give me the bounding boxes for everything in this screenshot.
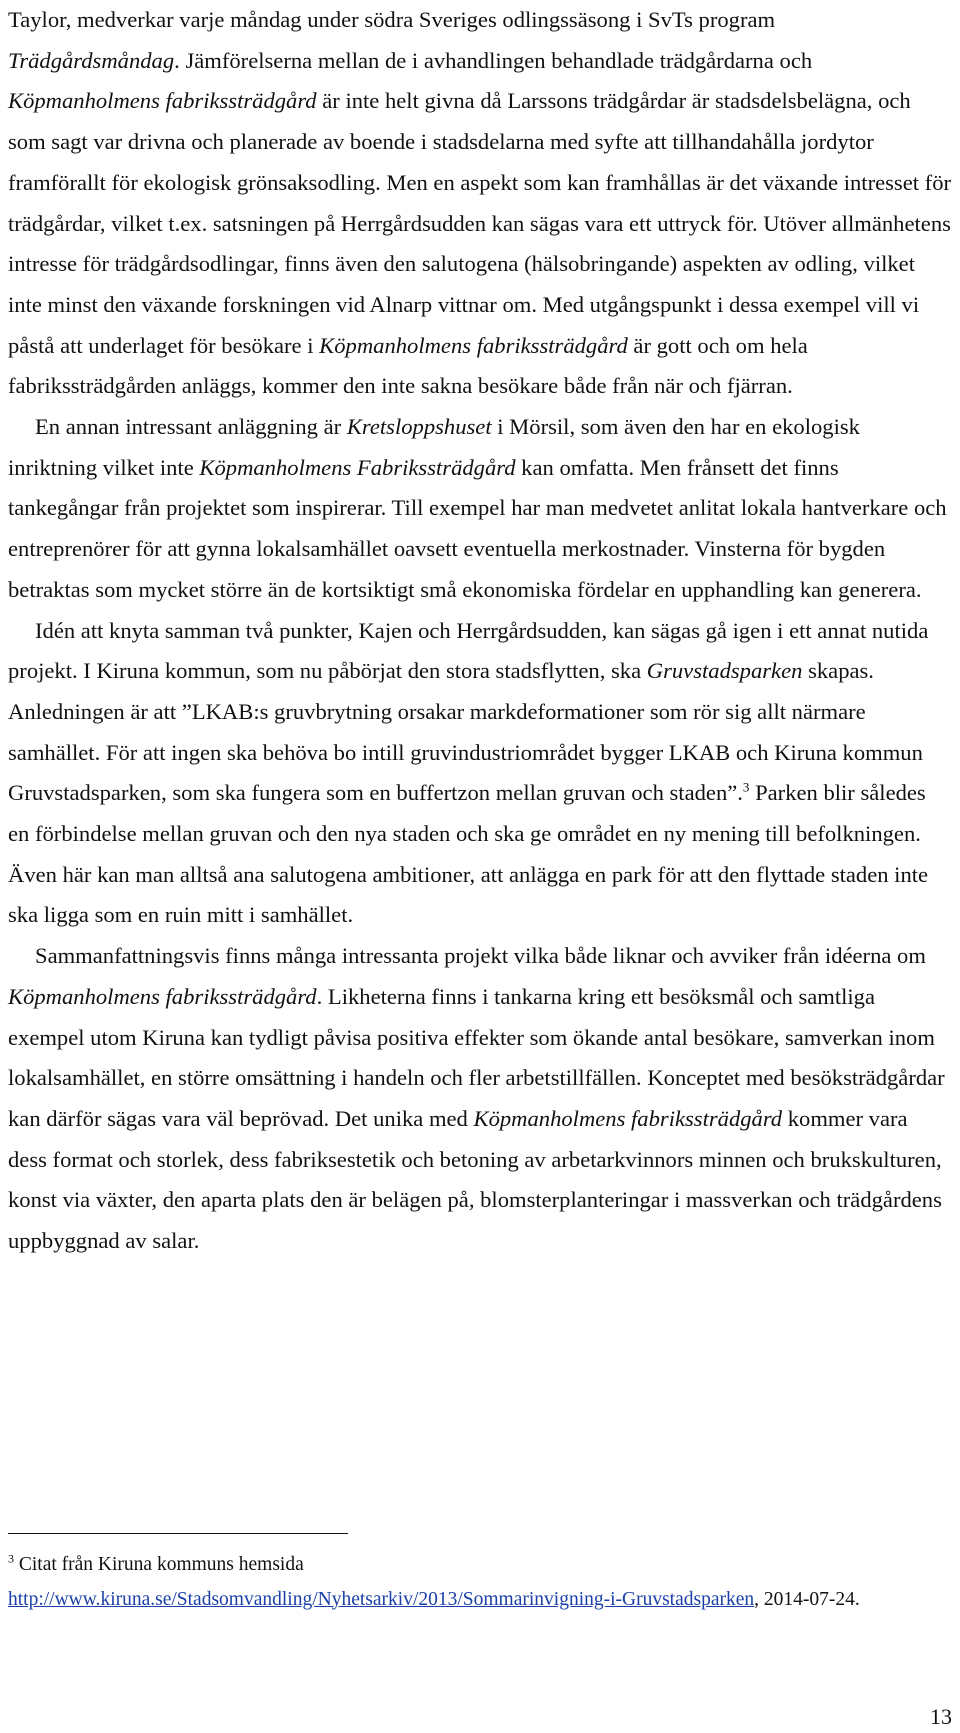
text-run: Idén att knyta samman två punkter, Kajen och Herrgårdsudden, kan sägas gå igen i ett annat nutida projekt. I Kiruna kommun, som nu påbörjat den stora stadsflytten, ska (8, 617, 929, 684)
text-run: En annan intressant anläggning är (35, 414, 347, 440)
text-run: . Jämförelserna mellan de i avhandlingen behandlade trädgårdarna och (174, 47, 813, 73)
paragraph (8, 611, 952, 937)
footnote-link[interactable]: http://www.kiruna.se/Stadsomvandling/Nyhetsarkiv/2013/Sommarinvigning-i-Gruvstadsparken (8, 1588, 755, 1610)
text-run: är inte helt givna då Larssons trädgårdar är stadsdelsbelägna, och som sagt var drivna och planerade av boende i stadsdelarna med syfte att tillhandahålla jordytor framförallt för ekologisk grönsaksodling. Men en aspekt som kan framhållas är det växande intresset för trädgårdar, vilket t.ex. satsningen på Herrgårdsudden kan sägas vara ett uttryck för. Utöver allmänhetens intresse för trädgårdsodlingar, finns även den salutogena (hälsobringande) aspekten av odling, vilket inte minst den växande forskningen vid Alnarp vittnar om. Med utgångspunkt i dessa exempel vill vi påstå att underlaget för besökare i (8, 88, 952, 358)
italic-run: Köpmanholmens fabrikssträdgård (473, 1105, 783, 1131)
footnote (8, 1548, 952, 1617)
italic-run: Köpmanholmens fabrikssträdgård (8, 88, 317, 114)
text-run: Sammanfattningsvis finns många intressanta projekt vilka både liknar och avviker från idéerna om (35, 943, 926, 969)
text-run: Taylor, medverkar varje måndag under södra Sveriges odlingssäsong i SvTs program (8, 7, 776, 32)
document-page (8, 0, 952, 1733)
italic-run: Köpmanholmens Fabrikssträdgård (199, 454, 516, 480)
page-number: 13 (930, 1704, 952, 1729)
text-run: skapas. Anledningen är att ”LKAB:s gruvbrytning orsakar markdeformationer som rör sig allt närmare samhället. För att ingen ska behöva bo intill gruvindustriområdet bygger LKAB och Kiruna kommun Gruvstadsparken, som ska fungera som en buffertzon mellan gruvan och staden”. (8, 658, 923, 806)
text-run: kan omfatta. Men frånsett det finns tankegångar från projektet som inspirerar. Till exempel har man medvetet anlitat lokala hantverkare och entreprenörer för att gynna lokalsamhället oavsett eventuella merkostnader. Vinsterna för bygden betraktas som mycket större än de kortsiktigt små ekonomiska fördelar en upphandling kan generera. (8, 454, 947, 602)
footnote-marker: 3 (8, 1551, 14, 1566)
text-run: . Likheterna finns i tankarna kring ett besöksmål och samtliga exempel utom Kiruna kan tydligt påvisa positiva effekter som ökande antal besökare, samverkan inom lokalsamhället, en större omsättning i handeln och fler arbetstillfällen. Konceptet med besöksträdgårdar kan därför sägas vara väl beprövad. Det unika med (8, 983, 945, 1131)
italic-run: Gruvstadsparken (646, 658, 803, 684)
paragraph (8, 407, 952, 611)
italic-run: Kretsloppshuset (346, 414, 492, 440)
text-run: är gott och om hela fabrikssträdgården anläggs, kommer den inte sakna besökare både från när och fjärran. (8, 332, 808, 399)
body-text (8, 0, 952, 1262)
text-run: kommer vara dess format och storlek, dess fabriksestetik och betoning av arbetarkvinnors minnen och brukskulturen, konst via växter, den aparta plats den är belägen på, blomsterplanteringar i massverkan och trädgårdens uppbyggnad av salar. (8, 1105, 942, 1254)
italic-run: Köpmanholmens fabrikssträdgård (319, 332, 628, 358)
footnote-divider (8, 1533, 348, 1534)
italic-run: Trädgårdsmåndag (8, 47, 175, 73)
italic-run: Köpmanholmens fabrikssträdgård (8, 983, 317, 1009)
footnote-date: , 2014-07-24. (754, 1588, 860, 1610)
footnote-reference: 3 (742, 779, 750, 795)
text-run: Parken blir således en förbindelse mellan gruvan och den nya staden och ska ge området en ny mening till befolkningen. Även här kan man alltså ana salutogena ambitioner, att anlägga en park för att den flyttade staden inte ska ligga som en ruin mitt i samhället. (8, 780, 929, 928)
paragraph (8, 936, 952, 1262)
text-run: i Mörsil, som även den har en ekologisk inriktning vilket inte (8, 414, 860, 480)
footnote-text: Citat från Kiruna kommuns hemsida (14, 1554, 304, 1575)
paragraph (8, 0, 952, 407)
